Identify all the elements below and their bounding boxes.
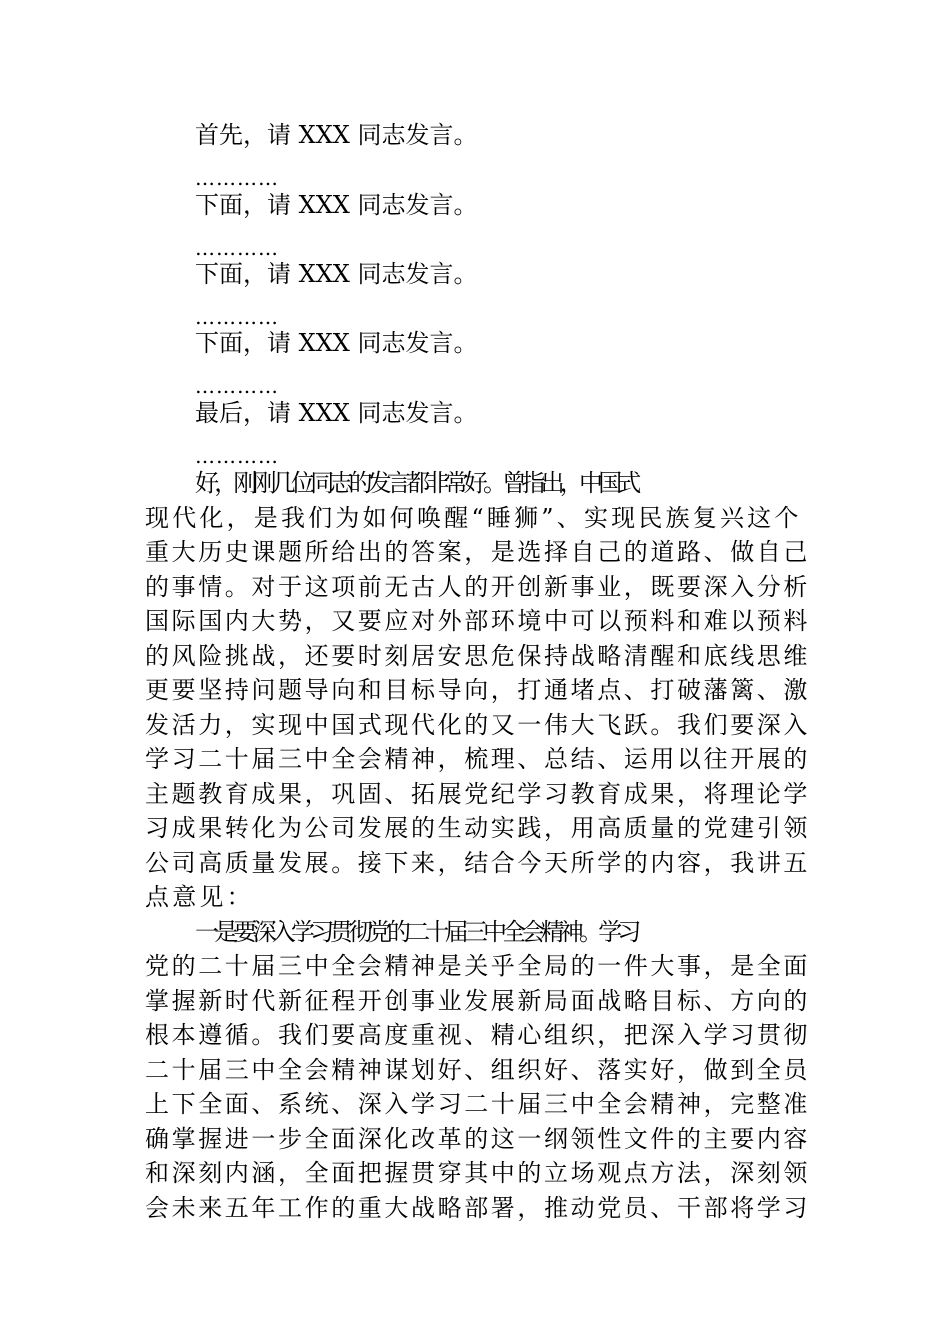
paragraph-2-line: 会未来五年工作的重大战略部署，推动党员、干部将学习 [145, 1194, 810, 1222]
paragraph-2-line: 掌握新时代新征程开创事业发展新局面战略目标、方向的 [145, 987, 810, 1015]
paragraph-1-line: 现代化，是我们为如何唤醒“睡狮”、实现民族复兴这个 [145, 504, 802, 532]
paragraph-2-line: 根本遵循。我们要高度重视、精心组织，把深入学习贯彻 [145, 1021, 810, 1049]
ellipsis-3: ………… [195, 305, 279, 329]
paragraph-1-line: 学习二十届三中全会精神，梳理、总结、运用以往开展的 [145, 745, 810, 773]
ellipsis-4: ………… [195, 374, 279, 398]
paragraph-2-line: 党的二十届三中全会精神是关乎全局的一件大事，是全面 [145, 952, 810, 980]
paragraph-1-line: 习成果转化为公司发展的生动实践，用高质量的党建引领 [145, 814, 810, 842]
paragraph-1-line: 点意见： [145, 883, 254, 911]
paragraph-2-line: 二十届三中全会精神谋划好、组织好、落实好，做到全员 [145, 1056, 810, 1084]
paragraph-2-line: 确掌握进一步全面深化改革的这一纲领性文件的主要内容 [145, 1125, 810, 1153]
ellipsis-5: ………… [195, 444, 279, 468]
speaker-line-5: 最后，请 XXX 同志发言。 [195, 399, 478, 427]
paragraph-1-line: 的风险挑战，还要时刻居安思危保持战略清醒和底线思维 [145, 642, 810, 670]
paragraph-1-line: 国际国内大势，又要应对外部环境中可以预料和难以预料 [145, 607, 810, 635]
ellipsis-1: ………… [195, 166, 279, 190]
paragraph-2-line: 和深刻内涵，全面把握贯穿其中的立场观点方法，深刻领 [145, 1159, 810, 1187]
paragraph-1-line: 主题教育成果，巩固、拓展党纪学习教育成果，将理论学 [145, 780, 810, 808]
speaker-line-4: 下面，请 XXX 同志发言。 [195, 329, 478, 357]
paragraph-1-line: 公司高质量发展。接下来，结合今天所学的内容，我讲五 [145, 849, 810, 877]
paragraph-1-line: 的事情。对于这项前无古人的开创新事业，既要深入分析 [145, 573, 810, 601]
paragraph-1-line: 重大历史课题所给出的答案，是选择自己的道路、做自己 [145, 538, 810, 566]
ellipsis-2: ………… [195, 236, 279, 260]
paragraph-2-line: 上下全面、系统、深入学习二十届三中全会精神，完整准 [145, 1090, 810, 1118]
paragraph-1-line: 好，刚刚几位同志的发言都非常好。曾指出，中国式 [195, 469, 637, 497]
speaker-line-1: 首先，请 XXX 同志发言。 [195, 121, 478, 149]
paragraph-1-line: 发活力，实现中国式现代化的又一伟大飞跃。我们要深入 [145, 711, 810, 739]
paragraph-2-line: 一是要深入学习贯彻党的二十届三中全会精神。学习 [195, 918, 637, 946]
speaker-line-2: 下面，请 XXX 同志发言。 [195, 191, 478, 219]
paragraph-1-line: 更要坚持问题导向和目标导向，打通堵点、打破藩篱、激 [145, 676, 810, 704]
speaker-line-3: 下面，请 XXX 同志发言。 [195, 260, 478, 288]
